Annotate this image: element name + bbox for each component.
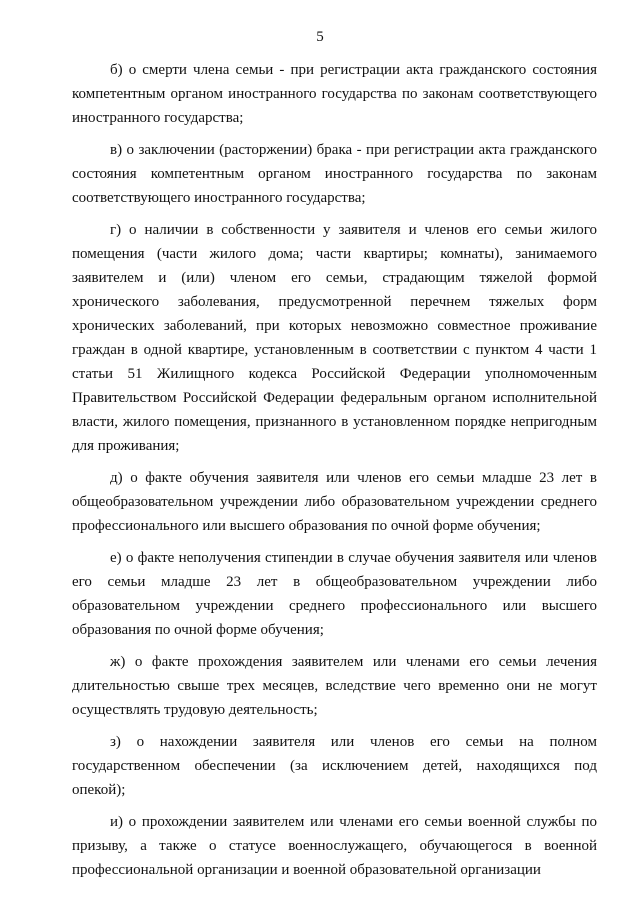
text-line: состояния компетентным органом иностранного государства по законам (72, 166, 597, 182)
text-line: хронического заболевания, предусмотренной перечнем тяжелых форм (72, 294, 597, 310)
text-line: ж) о факте прохождения заявителем или членами его семьи лечения (110, 654, 597, 670)
text-line: д) о факте обучения заявителя или членов его семьи младше 23 лет в (110, 470, 597, 486)
text-line: помещения (части жилого дома; части квартиры; комнаты), занимаемого (72, 246, 597, 262)
paragraph (72, 650, 597, 722)
text-line: государственном обеспечении (за исключением детей, находящихся под (72, 758, 597, 774)
text-line: в) о заключении (расторжении) брака - при регистрации акта гражданского (110, 142, 597, 158)
text-line: статьи 51 Жилищного кодекса Российской Федерации уполномоченным (72, 366, 597, 382)
text-line: осуществлять трудовую деятельность; (72, 702, 318, 718)
text-line: граждан в одной квартире, установленным в соответствии с пунктом 4 части 1 (72, 342, 597, 358)
paragraph (72, 58, 597, 130)
text-line: его семьи младше 23 лет в общеобразовательном учреждении либо (72, 574, 597, 590)
text-line: длительностью свыше трех месяцев, вследствие чего временно они не могут (72, 678, 597, 694)
text-line: власти, жилого помещения, признанного в установленном порядке непригодным (72, 414, 597, 430)
text-line: для проживания; (72, 438, 180, 454)
text-line: хронических заболеваний, при которых невозможно совместное проживание (72, 318, 597, 334)
paragraph (72, 138, 597, 210)
paragraph (72, 546, 597, 642)
document-body (72, 58, 597, 890)
text-line: соответствующего иностранного государства; (72, 190, 366, 206)
text-line: б) о смерти члена семьи - при регистрации акта гражданского состояния (110, 62, 597, 78)
page-number: 5 (316, 29, 324, 45)
text-line: и) о прохождении заявителем или членами его семьи военной службы по (110, 814, 597, 830)
text-line: призыву, а также о статусе военнослужащего, обучающегося в военной (72, 838, 597, 854)
text-line: Правительством Российской Федерации федеральным органом исполнительной (72, 390, 597, 406)
text-line: профессионального или высшего образования по очной форме обучения; (72, 518, 541, 534)
text-line: образования по очной форме обучения; (72, 622, 324, 638)
text-line: компетентным органом иностранного государства по законам соответствующего (72, 86, 597, 102)
text-line: г) о наличии в собственности у заявителя и членов его семьи жилого (110, 222, 597, 238)
text-line: иностранного государства; (72, 110, 244, 126)
paragraph (72, 466, 597, 538)
text-line: опекой); (72, 782, 126, 798)
paragraph (72, 218, 597, 458)
text-line: профессиональной организации и военной образовательной организации (72, 862, 541, 878)
paragraph (72, 810, 597, 882)
paragraph (72, 730, 597, 802)
text-line: заявителем и (или) членом его семьи, страдающим тяжелой формой (72, 270, 597, 286)
text-line: образовательном учреждении среднего профессионального или высшего (72, 598, 597, 614)
text-line: з) о нахождении заявителя или членов его семьи на полном (110, 734, 597, 750)
text-line: е) о факте неполучения стипендии в случае обучения заявителя или членов (110, 550, 597, 566)
text-line: общеобразовательном учреждении либо образовательном учреждении среднего (72, 494, 597, 510)
